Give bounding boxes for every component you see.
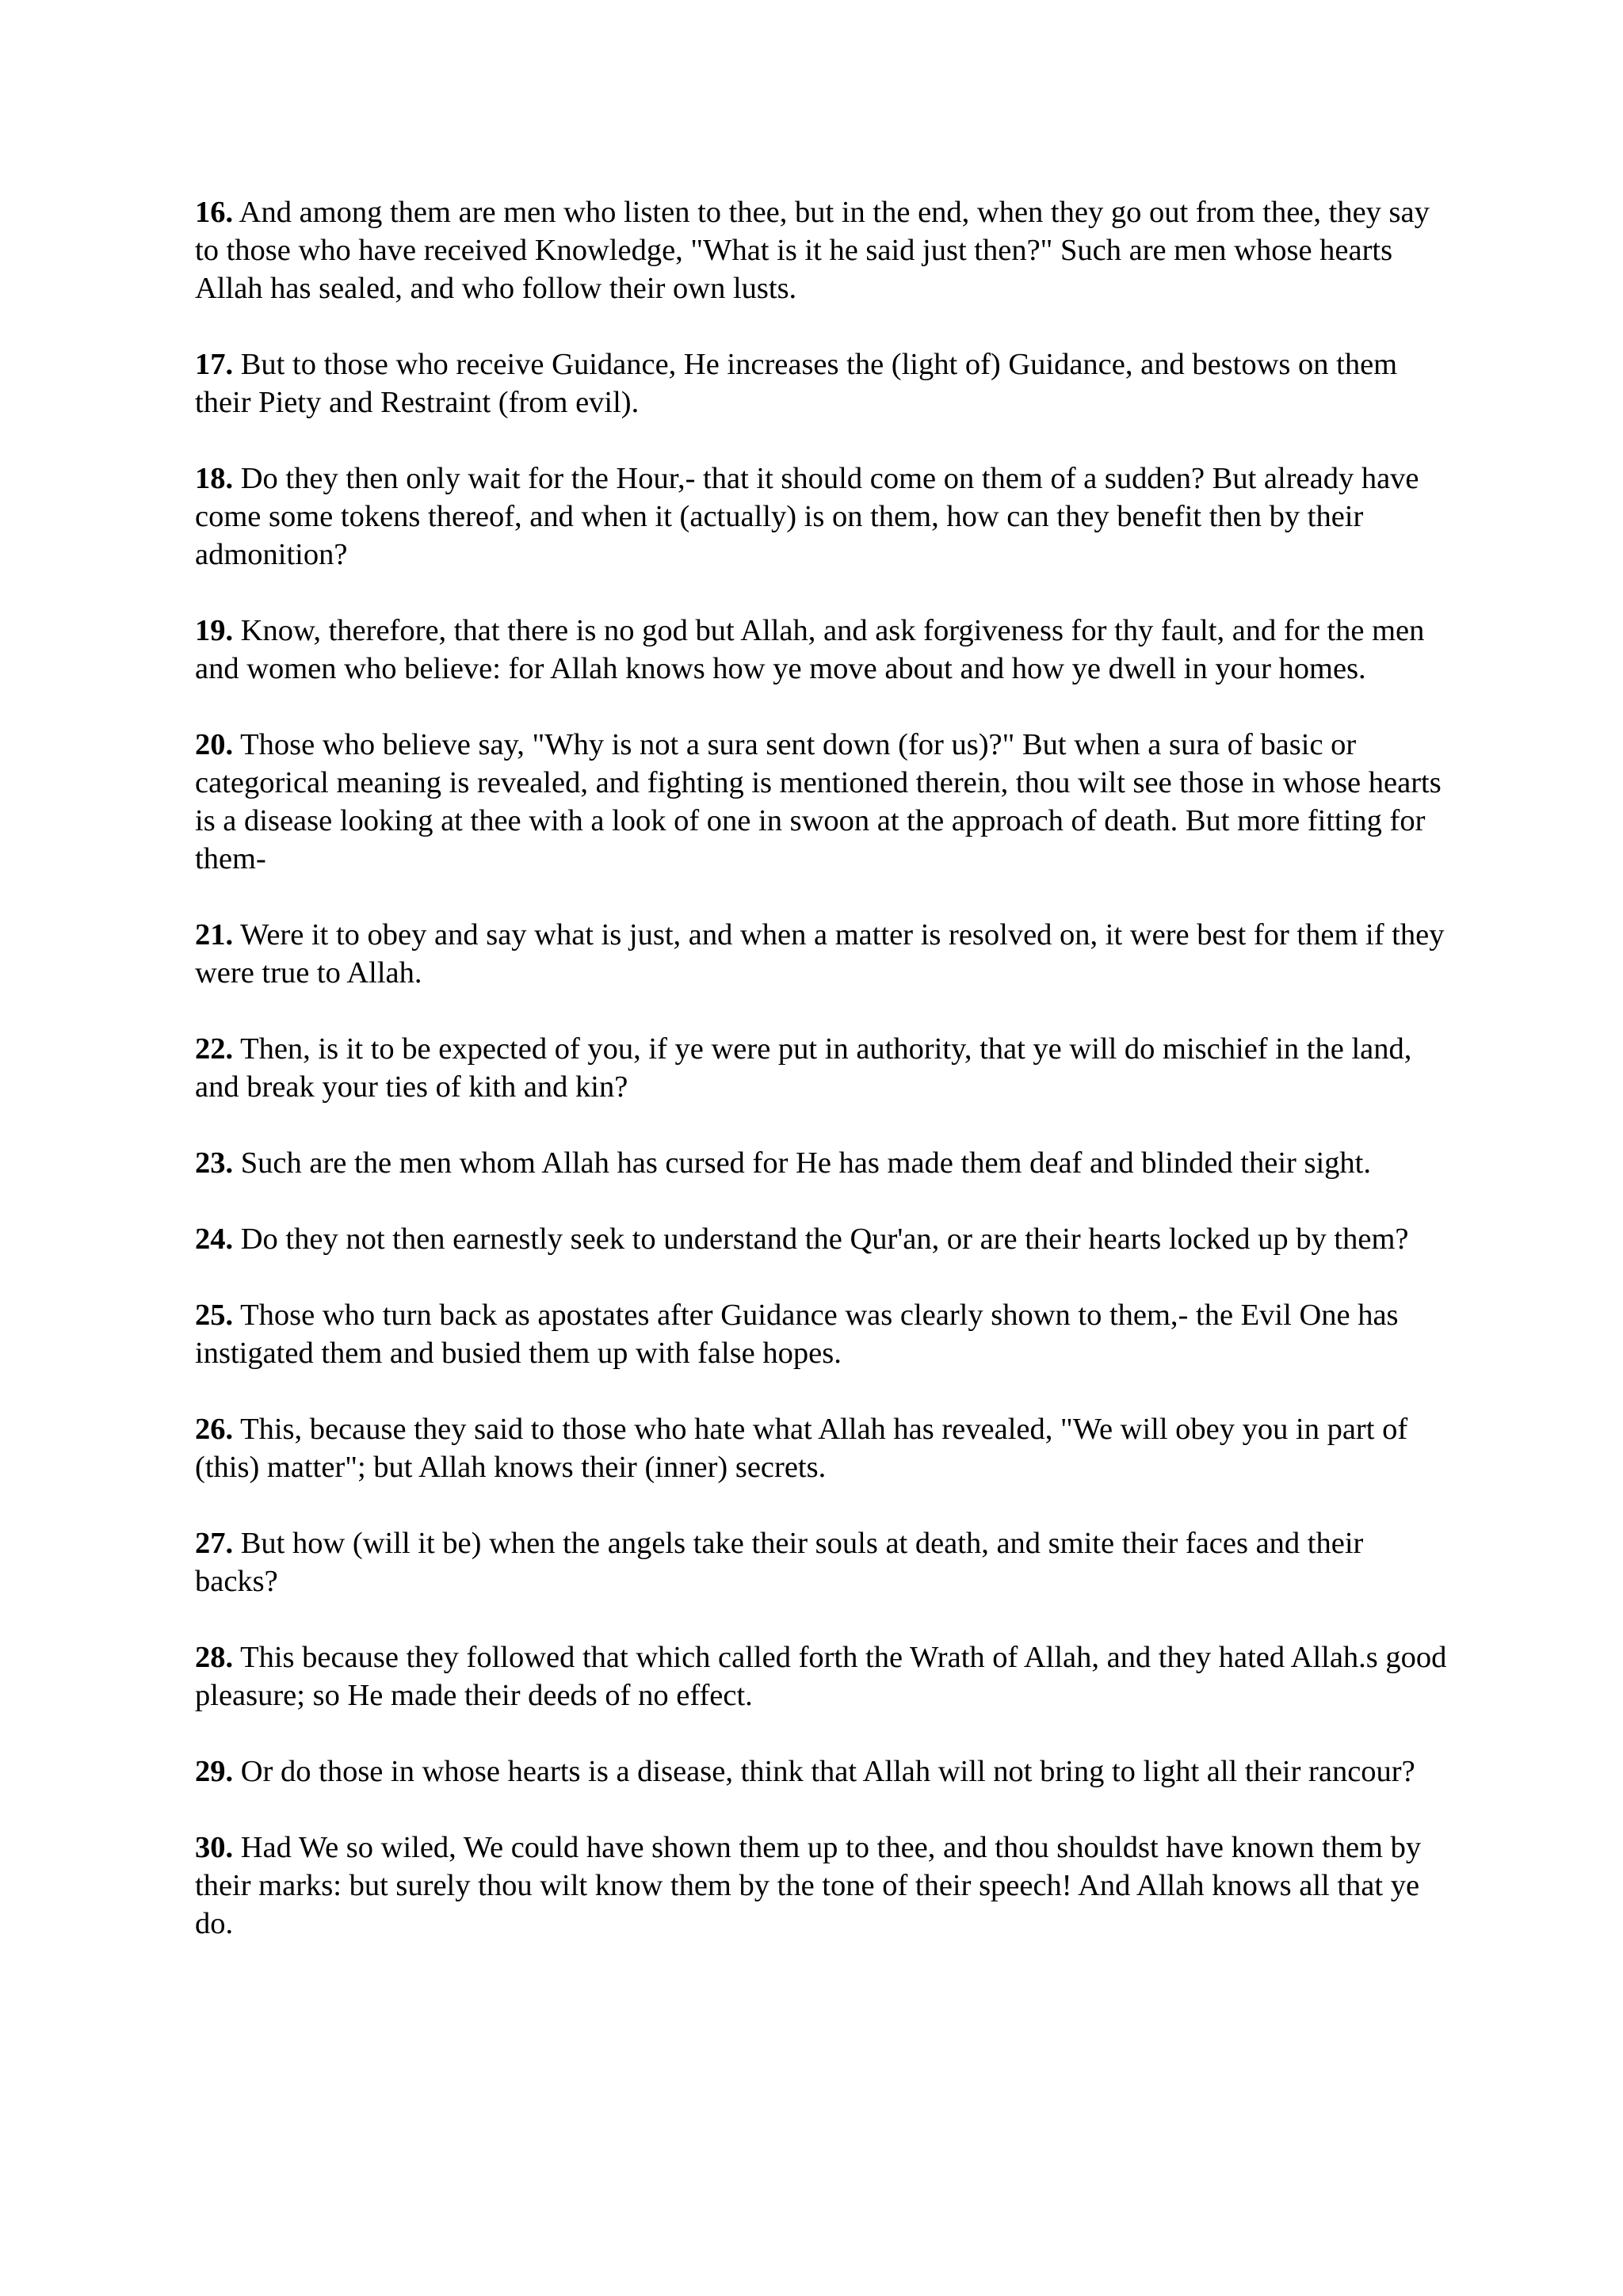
verse-number: 18. [195,462,234,495]
verse-number: 23. [195,1146,234,1180]
verse-text: But how (will it be) when the angels take their souls at death, and smite their faces and their backs? [195,1527,1364,1598]
verse-22 [195,1030,1447,1106]
verse-number: 16. [195,196,234,229]
verse-text: But to those who receive Guidance, He increases the (light of) Guidance, and bestows on them their Piety and Restraint (from evil). [195,348,1398,419]
verse-number: 25. [195,1299,234,1332]
verse-number: 19. [195,614,234,647]
verse-text: Those who turn back as apostates after Guidance was clearly shown to them,- the Evil One has instigated them and busied them up with false hopes. [195,1299,1399,1370]
verse-19 [195,612,1447,688]
verse-text: And among them are men who listen to thee, but in the end, when they go out from thee, they say to those who have received Knowledge, "What is it he said just then?" Such are men whose hearts Allah has sealed, and who follow their own lusts. [195,196,1430,305]
verse-28 [195,1638,1447,1714]
verse-text: This because they followed that which called forth the Wrath of Allah, and they hated Allah.s good pleasure; so He made their deeds of no effect. [195,1641,1447,1712]
verse-number: 29. [195,1755,234,1788]
verse-number: 26. [195,1413,234,1446]
verse-text: Or do those in whose hearts is a disease, think that Allah will not bring to light all their rancour? [240,1755,1415,1788]
verse-24 [195,1220,1447,1258]
verse-27 [195,1524,1447,1600]
verse-text: Were it to obey and say what is just, and when a matter is resolved on, it were best for them if they were true to Allah. [195,918,1445,990]
verse-23 [195,1144,1447,1182]
verse-text: This, because they said to those who hate what Allah has revealed, "We will obey you in part of (this) matter"; but Allah knows their (inner) secrets. [195,1413,1408,1484]
verse-20 [195,726,1447,878]
verse-number: 24. [195,1222,234,1256]
verse-16 [195,193,1447,307]
verse-text: Know, therefore, that there is no god but Allah, and ask forgiveness for thy fault, and for the men and women who believe: for Allah knows how ye move about and how ye dwell in your homes. [195,614,1425,685]
verse-number: 20. [195,728,234,761]
verse-text: Those who believe say, "Why is not a sura sent down (for us)?" But when a sura of basic or categorical meaning is revealed, and fighting is mentioned therein, thou wilt see those in whose hearts is a disease looking at thee with a look of one in swoon at the approach of death. But more fitting for them- [195,728,1442,875]
verse-21 [195,916,1447,992]
verse-text: Such are the men whom Allah has cursed for He has made them deaf and blinded their sight. [240,1146,1371,1180]
verse-number: 17. [195,348,234,381]
verse-number: 27. [195,1527,234,1560]
verse-number: 22. [195,1032,234,1066]
verse-number: 30. [195,1831,234,1864]
document-page [195,193,1447,1981]
verse-26 [195,1410,1447,1486]
verse-number: 28. [195,1641,234,1674]
verse-29 [195,1753,1447,1791]
verse-18 [195,460,1447,574]
verse-text: Do they then only wait for the Hour,- that it should come on them of a sudden? But already have come some tokens thereof, and when it (actually) is on them, how can they benefit then by their admonition? [195,462,1419,571]
verse-25 [195,1296,1447,1372]
verse-number: 21. [195,918,234,952]
verse-text: Then, is it to be expected of you, if ye were put in authority, that ye will do mischief in the land, and break your ties of kith and kin? [195,1032,1412,1104]
verse-30 [195,1829,1447,1943]
verse-17 [195,345,1447,421]
verse-text: Had We so wiled, We could have shown them up to thee, and thou shouldst have known them by their marks: but surely thou wilt know them by the tone of their speech! And Allah knows all that ye do. [195,1831,1422,1940]
verse-text: Do they not then earnestly seek to understand the Qur'an, or are their hearts locked up by them? [240,1222,1409,1256]
